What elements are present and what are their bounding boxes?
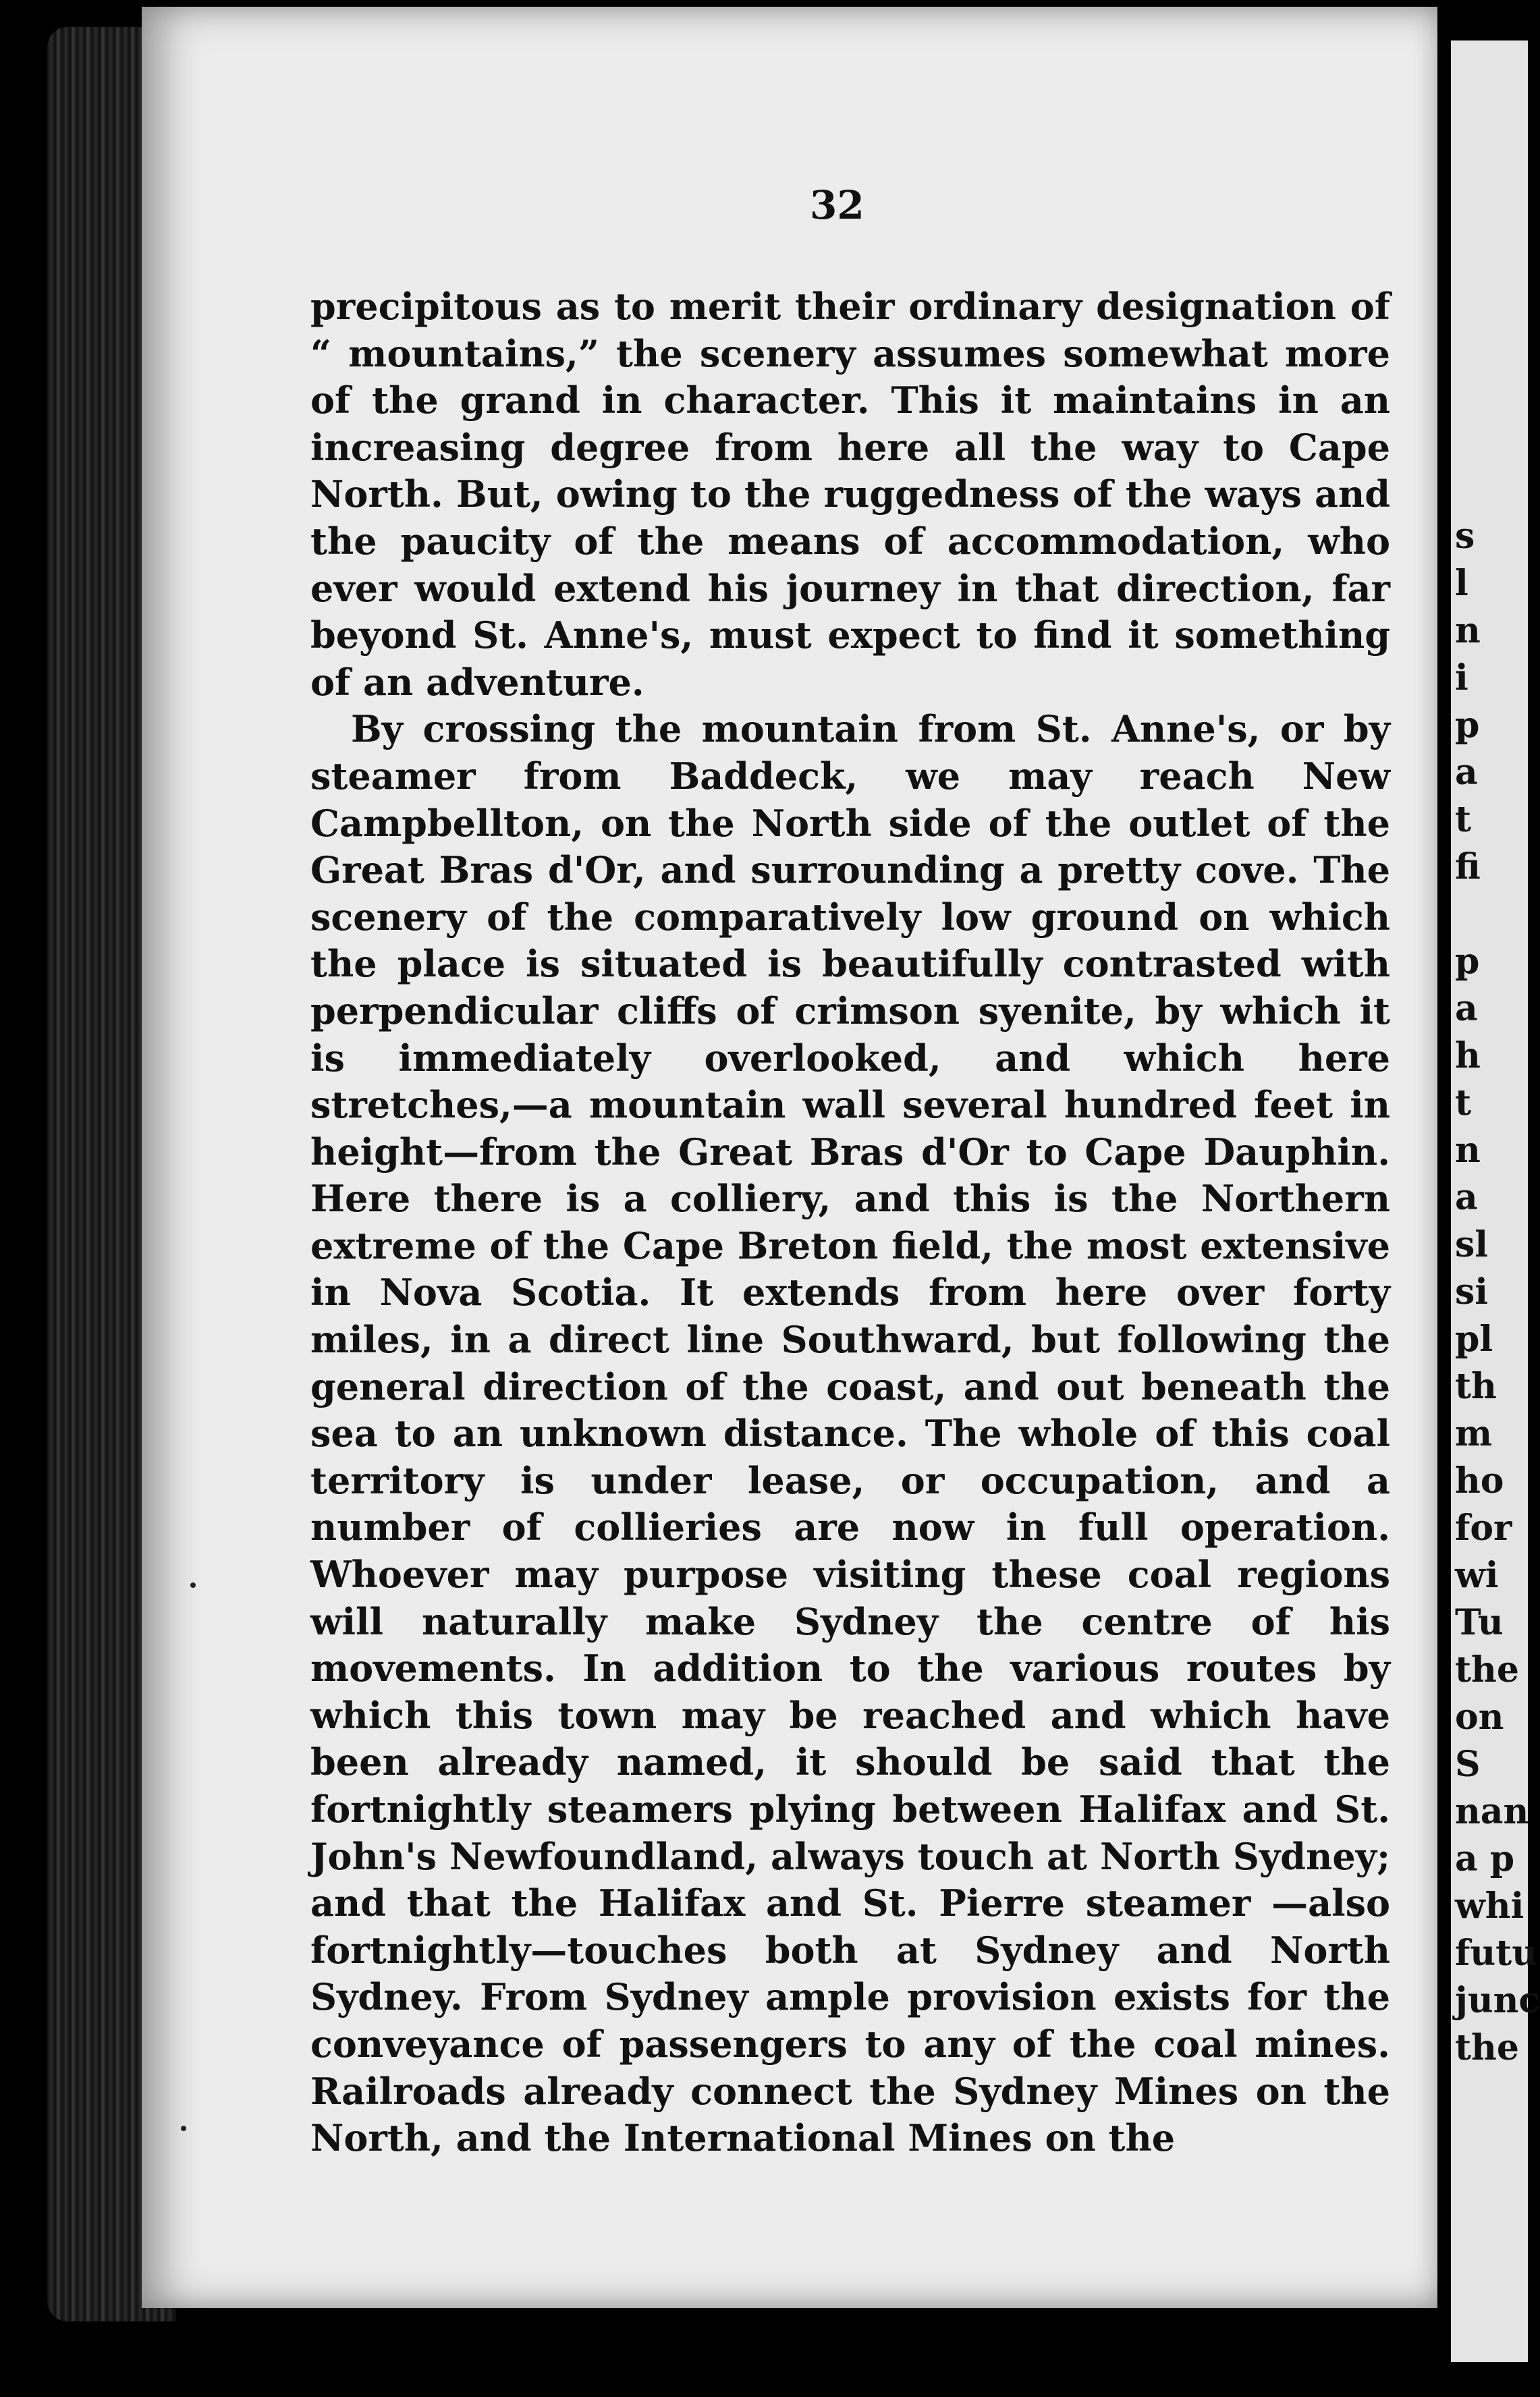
- adjacent-page-fragment: t: [1455, 799, 1472, 840]
- adjacent-page-fragment: si: [1455, 1271, 1489, 1313]
- adjacent-page-text: [1451, 40, 1540, 2072]
- paragraph-new-campbellton: By crossing the mountain from St. Anne's, or by steamer from Baddeck, we may reach New Campbellton, on the North side of the outlet of the Great Bras d'Or, and surrounding a pretty cove. The scenery of the comparatively low ground on which the place is situated is beautifully contrasted with perpendicular cliffs of crimson syenite, by which it is immediately overlooked, and which here stretches,—a mountain wall several hundred feet in height—from the Great Bras d'Or to Cape Dauphin. Here there is a colliery, and this is the Northern extreme of the Cape Breton field, the most extensive in Nova Scotia. It extends from here over forty miles, in a direct line Southward, but following the general direction of the coast, and out beneath the sea to an unknown distance. The whole of this coal territory is under lease, or occupation, and a number of collieries are now in full operation. Whoever may purpose visiting these coal regions will naturally make Sydney the centre of his movements. In addition to the various routes by which this town may be reached and which have been already named, it should be said that the fortnightly steamers plying between Halifax and St. John's Newfoundland, always touch at North Sydney; and that the Halifax and St. Pierre steamer —also fortnightly—touches both at Sydney and North Sydney. From Sydney ample provision exists for the conveyance of passengers to any of the coal mines. Railroads already connect the Sydney Mines on the North, and the International Mines on the: [310, 707, 1390, 2160]
- adjacent-page-fragment: p: [1455, 705, 1480, 746]
- adjacent-page-fragment: n: [1455, 610, 1481, 651]
- adjacent-page-fragment: s: [1455, 516, 1475, 557]
- adjacent-page-fragment: fi: [1455, 846, 1481, 887]
- adjacent-page-fragment: i: [1455, 657, 1468, 698]
- adjacent-page-fragment: junc: [1455, 1980, 1540, 2021]
- adjacent-page-fragment: m: [1455, 1413, 1493, 1454]
- adjacent-page-fragment: the: [1455, 2027, 1519, 2068]
- adjacent-page-fragment: Tu: [1455, 1602, 1504, 1643]
- adjacent-page-fragment: p: [1455, 941, 1480, 982]
- adjacent-page-fragment: a: [1455, 988, 1478, 1029]
- adjacent-page-fragment: nan: [1455, 1791, 1529, 1832]
- adjacent-page-fragment: a: [1455, 752, 1478, 793]
- adjacent-page-fragment: pl: [1455, 1319, 1493, 1360]
- adjacent-page-fragment: t: [1455, 1082, 1472, 1124]
- adjacent-page-fragment: S: [1455, 1744, 1481, 1785]
- adjacent-page-fragment: n: [1455, 1130, 1481, 1171]
- adjacent-page-fragment: futu: [1455, 1933, 1538, 1974]
- adjacent-page-fragment: a: [1455, 1177, 1478, 1218]
- adjacent-page-fragment: a p: [1455, 1838, 1515, 1879]
- adjacent-page-fragment: ho: [1455, 1460, 1504, 1501]
- body-text: [310, 283, 1390, 2162]
- adjacent-page-fragment: on: [1455, 1697, 1504, 1738]
- paragraph-continuation: precipitous as to merit their ordinary designation of “ mountains,” the scenery assumes somewhat more of the grand in character. This it maintains in an increasing degree from here all the way to Cape North. But, owing to the ruggedness of the ways and the paucity of the means of accommodation, who ever would extend his journey in that direction, far beyond St. Anne's, must expect to find it something of an adventure.: [310, 285, 1390, 704]
- adjacent-page-fragment: [1455, 891, 1528, 938]
- adjacent-page: [1451, 40, 1540, 2362]
- adjacent-page-fragment: sl: [1455, 1224, 1489, 1265]
- speck-mark: [190, 1582, 196, 1588]
- page-number: 32: [810, 182, 864, 228]
- adjacent-page-fragment: l: [1455, 563, 1468, 604]
- adjacent-page-fragment: the: [1455, 1649, 1519, 1690]
- adjacent-page-fragment: whi: [1455, 1885, 1524, 1927]
- adjacent-page-fragment: th: [1455, 1366, 1497, 1407]
- adjacent-page-fragment: for: [1455, 1508, 1512, 1549]
- speck-mark: [181, 2126, 186, 2131]
- adjacent-page-fragment: h: [1455, 1035, 1481, 1076]
- adjacent-page-fragment: wi: [1455, 1555, 1499, 1596]
